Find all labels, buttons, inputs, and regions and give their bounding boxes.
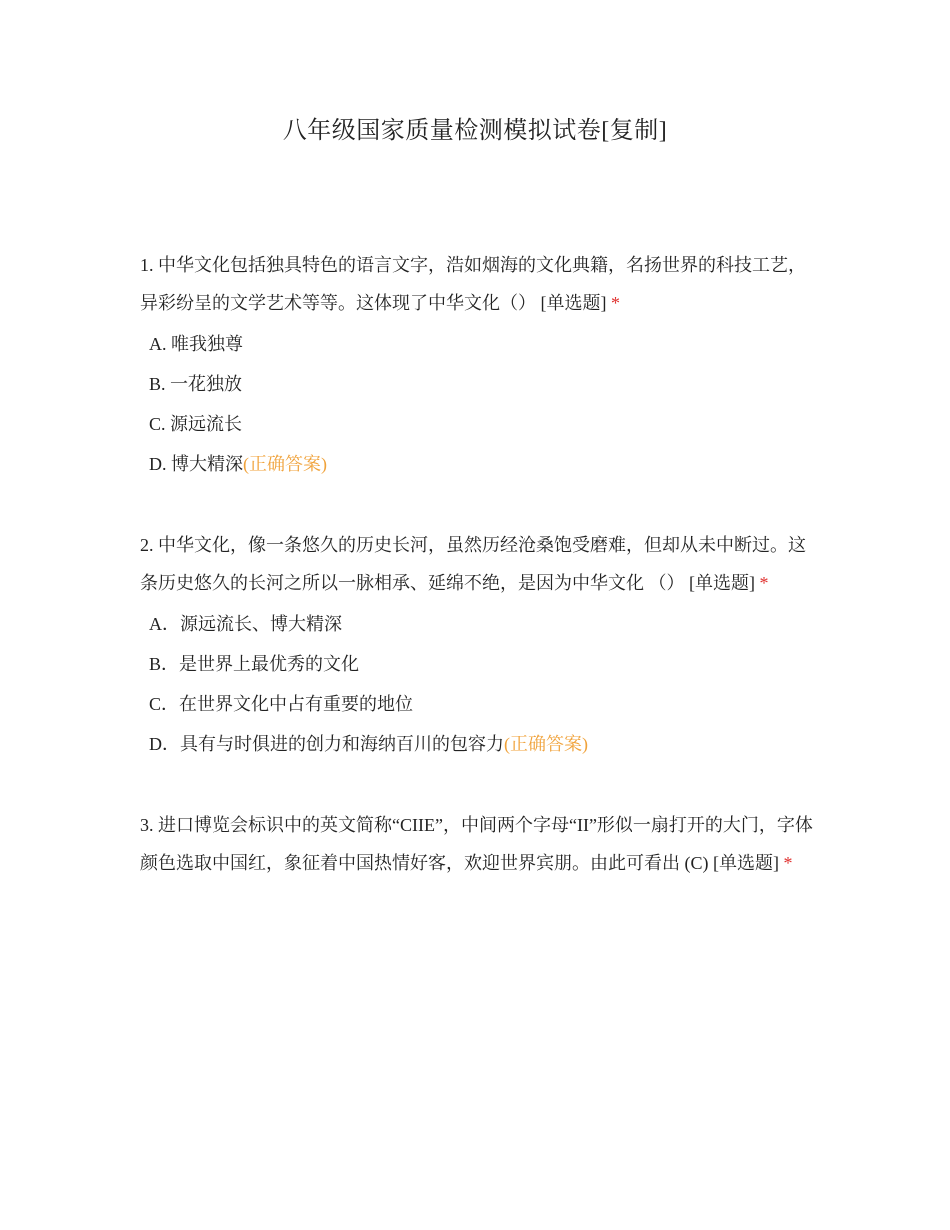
question-1-option-a: A. 唯我独尊: [149, 334, 243, 354]
question-2-text-block: [140, 526, 820, 602]
question-3-text-block: [140, 806, 820, 882]
question-1-option-d: D. 博大精深: [149, 454, 243, 474]
question-1-option-b: B. 一花独放: [149, 374, 243, 394]
question-3: [140, 806, 820, 882]
question-1-options: [140, 324, 820, 484]
question-3-text: 3. 进口博览会标识中的英文简称“CIIE”，中间两个字母“II”形似一扇打开的大门，字体颜色选取中国红，象征着中国热情好客，欢迎世界宾朋。由此可看出 (C): [140, 815, 813, 873]
correct-answer-label: (正确答案): [243, 454, 327, 474]
required-mark: *: [783, 853, 793, 873]
question-2-option-c: C．在世界文化中占有重要的地位: [149, 694, 414, 714]
page-title: 八年级国家质量检测模拟试卷[复制]: [282, 118, 668, 144]
question-2: [140, 526, 820, 764]
question-3-type: [单选题]: [713, 853, 779, 873]
question-1: [140, 246, 820, 484]
question-1-option-c: C. 源远流长: [149, 414, 243, 434]
required-mark: *: [759, 573, 769, 593]
question-2-option-d-row: [149, 724, 820, 764]
question-1-option-d-row: [149, 444, 820, 484]
question-2-text: 2. 中华文化，像一条悠久的历史长河，虽然历经沧桑饱受磨难，但却从未中断过。这条历史悠久的长河之所以一脉相承、延绵不绝，是因为中华文化 （）: [140, 535, 806, 593]
question-2-options: [140, 604, 820, 764]
required-mark: *: [611, 293, 620, 313]
question-1-type: [单选题]: [540, 293, 607, 313]
question-1-text: 1. 中华文化包括独具特色的语言文字，浩如烟海的文化典籍，名扬世界的科技工艺，异彩纷呈的文学艺术等等。这体现了中华文化（）: [140, 255, 806, 313]
question-2-option-d: D．具有与时俱进的创力和海纳百川的包容力: [149, 734, 504, 754]
question-1-text-block: [140, 246, 820, 322]
correct-answer-label: (正确答案): [504, 734, 588, 754]
question-2-type: [单选题]: [689, 573, 755, 593]
question-2-option-b: B．是世界上最优秀的文化: [149, 654, 360, 674]
question-2-option-a: A．源远流长、博大精深: [149, 614, 342, 634]
